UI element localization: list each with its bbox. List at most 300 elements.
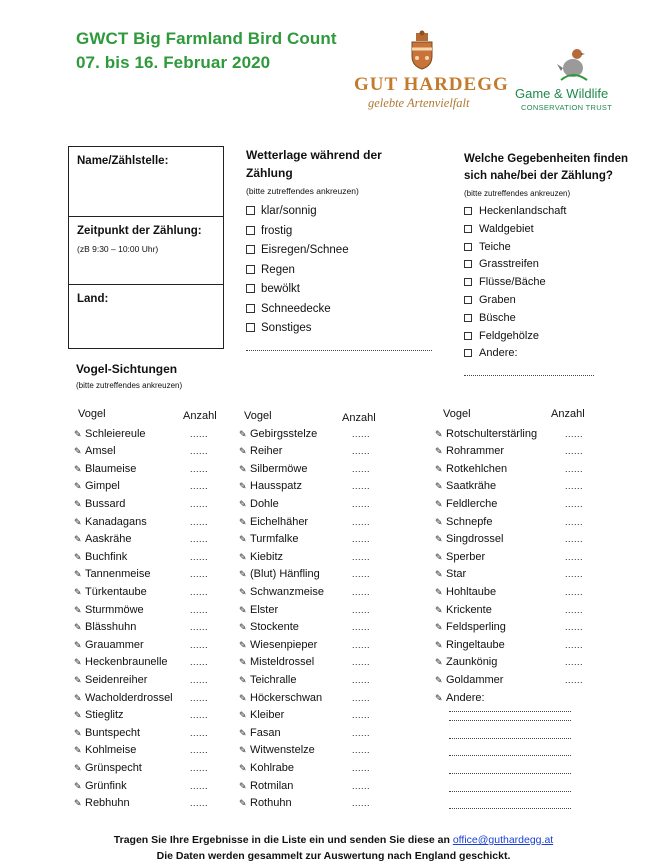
bird-name: Stockente: [250, 621, 299, 634]
habitat-option: [464, 203, 566, 221]
bird-row: [74, 461, 136, 479]
count-field[interactable]: ......: [352, 745, 371, 756]
pencil-icon: ✎: [74, 745, 82, 756]
bird-name: Kiebitz: [250, 550, 284, 563]
col3-vogel-header: Vogel: [443, 408, 471, 420]
weather-option: [246, 261, 349, 281]
country-field[interactable]: [69, 285, 223, 348]
bird-name: Reiher: [250, 445, 283, 458]
bird-name: Teichralle: [250, 673, 297, 686]
habitat-checkbox[interactable]: [464, 260, 472, 268]
pencil-icon: ✎: [239, 498, 247, 509]
count-field[interactable]: ......: [565, 569, 584, 580]
count-field[interactable]: ......: [352, 762, 371, 773]
bird-row: [239, 725, 281, 743]
weather-checkbox[interactable]: [246, 206, 255, 215]
bird-row: [74, 478, 120, 496]
weather-option-label: Eisregen/Schnee: [261, 244, 349, 256]
habitat-option: [464, 292, 566, 310]
other-bird-line[interactable]: [449, 719, 571, 721]
pencil-icon: ✎: [74, 639, 82, 650]
pencil-icon: ✎: [74, 463, 82, 474]
count-field[interactable]: ......: [352, 780, 371, 791]
col2-anzahl-header: Anzahl: [342, 412, 376, 424]
count-field[interactable]: ......: [352, 481, 371, 492]
weather-option-label: klar/sonnig: [261, 205, 317, 217]
count-field[interactable]: ......: [190, 622, 209, 633]
bird-row: [74, 496, 125, 514]
weather-options: [246, 202, 349, 339]
bird-row: [435, 566, 466, 584]
habitat-heading-1: Welche Gegebenheiten finden: [464, 153, 629, 165]
pencil-icon: ✎: [239, 780, 247, 791]
count-field[interactable]: ......: [352, 551, 371, 562]
col1-vogel-header: Vogel: [78, 408, 106, 420]
pencil-icon: ✎: [435, 657, 443, 668]
count-field[interactable]: ......: [190, 710, 209, 721]
bird-row: [74, 707, 124, 725]
bird-row: [74, 549, 127, 567]
bird-name: Silbermöwe: [250, 462, 308, 475]
sightings-heading: Vogel-Sichtungen: [76, 362, 178, 376]
bird-row: [74, 654, 168, 672]
weather-checkbox[interactable]: [246, 226, 255, 235]
bird-row: [435, 531, 503, 549]
bird-name: Star: [446, 568, 467, 581]
bird-row: [239, 672, 296, 690]
count-field[interactable]: ......: [352, 639, 371, 650]
count-field[interactable]: ......: [565, 674, 584, 685]
count-field[interactable]: ......: [190, 745, 209, 756]
pencil-icon: ✎: [74, 780, 82, 791]
other-bird-line[interactable]: [449, 737, 571, 739]
habitat-option-label: Teiche: [479, 240, 511, 253]
count-field[interactable]: ......: [565, 498, 584, 509]
count-field[interactable]: ......: [190, 481, 209, 492]
bird-row: [74, 725, 140, 743]
habitat-checkbox[interactable]: [464, 278, 472, 286]
col3-anzahl-header: Anzahl: [551, 408, 585, 420]
pencil-icon: ✎: [435, 692, 443, 703]
bird-name: Zaunkönig: [446, 656, 498, 669]
bird-name: Goldammer: [446, 673, 504, 686]
bird-name: Elster: [250, 603, 279, 616]
count-field[interactable]: ......: [190, 639, 209, 650]
bird-name: Schleiereule: [85, 427, 146, 440]
pencil-icon: ✎: [435, 428, 443, 439]
count-field[interactable]: ......: [565, 551, 584, 562]
pencil-icon: ✎: [435, 498, 443, 509]
count-field[interactable]: ......: [190, 657, 209, 668]
bird-name: Tannenmeise: [85, 568, 151, 581]
pencil-icon: ✎: [239, 516, 247, 527]
pencil-icon: ✎: [239, 674, 247, 685]
pencil-icon: ✎: [435, 569, 443, 580]
pencil-icon: ✎: [74, 657, 82, 668]
bird-row: [74, 778, 127, 796]
bird-name: Rotmilan: [250, 779, 294, 792]
pencil-icon: ✎: [435, 534, 443, 545]
pencil-icon: ✎: [239, 463, 247, 474]
footer-instruction: Tragen Sie Ihre Ergebnisse in die Liste ein und senden Sie diese an: [113, 834, 453, 846]
pencil-icon: ✎: [74, 622, 82, 633]
title-line-1: GWCT Big Farmland Bird Count: [76, 29, 337, 48]
bird-row: [435, 584, 496, 602]
weather-checkbox[interactable]: [246, 304, 255, 313]
weather-checkbox[interactable]: [246, 265, 255, 274]
other-bird-line[interactable]: [449, 772, 571, 774]
count-field[interactable]: ......: [565, 516, 584, 527]
pencil-icon: ✎: [239, 481, 247, 492]
pencil-icon: ✎: [435, 604, 443, 615]
count-field[interactable]: ......: [565, 586, 584, 597]
gut-hardegg-logo: [350, 30, 509, 120]
habitat-option-label: Grasstreifen: [479, 258, 539, 271]
pencil-icon: ✎: [435, 622, 443, 633]
habitat-checkbox[interactable]: [464, 207, 472, 215]
bird-row: [239, 443, 282, 461]
pencil-icon: ✎: [74, 798, 82, 809]
count-field[interactable]: ......: [352, 534, 371, 545]
habitat-hint: (bitte zutreffendes ankreuzen): [464, 189, 571, 198]
pencil-icon: ✎: [74, 481, 82, 492]
pencil-icon: ✎: [239, 586, 247, 597]
pencil-icon: ✎: [74, 551, 82, 562]
bird-name: Grünspecht: [85, 761, 142, 774]
bird-row: [435, 690, 485, 708]
bird-row: [74, 690, 173, 708]
footer-line-2: Die Daten werden gesammelt zur Auswertung nach England geschickt.: [156, 850, 511, 862]
time-field[interactable]: [69, 217, 223, 285]
count-field[interactable]: ......: [190, 692, 209, 703]
bird-row: [74, 584, 147, 602]
pencil-icon: ✎: [435, 516, 443, 527]
bird-row: [239, 514, 308, 532]
bird-row: [435, 443, 504, 461]
weather-option: [246, 202, 349, 222]
bird-row: [74, 443, 116, 461]
weather-other-line[interactable]: [246, 349, 432, 351]
count-field[interactable]: ......: [190, 446, 209, 457]
count-field[interactable]: ......: [190, 551, 209, 562]
bird-name: Kleiber: [250, 709, 285, 722]
habitat-checkbox[interactable]: [464, 296, 472, 304]
bird-row: [435, 654, 497, 672]
bird-row: [239, 496, 279, 514]
pencil-icon: ✎: [239, 534, 247, 545]
habitat-option-label: Andere:: [479, 347, 518, 360]
count-field[interactable]: ......: [190, 516, 209, 527]
weather-option: [246, 280, 349, 300]
pencil-icon: ✎: [239, 551, 247, 562]
count-field[interactable]: ......: [352, 463, 371, 474]
count-field[interactable]: ......: [565, 446, 584, 457]
bird-row: [435, 549, 485, 567]
weather-checkbox[interactable]: [246, 245, 255, 254]
bird-row: [74, 426, 146, 444]
other-bird-line[interactable]: [449, 790, 571, 792]
count-field[interactable]: ......: [352, 516, 371, 527]
pencil-icon: ✎: [435, 674, 443, 685]
bird-row: [435, 461, 507, 479]
bird-name: Andere:: [446, 691, 485, 704]
bird-name: Krickente: [446, 603, 492, 616]
pencil-icon: ✎: [435, 463, 443, 474]
bird-row: [239, 637, 317, 655]
bird-name: Ringeltaube: [446, 638, 505, 651]
bird-name: Blaumeise: [85, 462, 137, 475]
bird-name: Feldlerche: [446, 497, 498, 510]
pencil-icon: ✎: [74, 446, 82, 457]
col2-vogel-header: Vogel: [244, 410, 272, 422]
observer-info-box: [68, 146, 224, 349]
bird-row: [435, 478, 496, 496]
weather-checkbox[interactable]: [246, 323, 255, 332]
bird-name: Witwenstelze: [250, 744, 315, 757]
bird-name: Schwanzmeise: [250, 585, 324, 598]
bird-name: Dohle: [250, 497, 279, 510]
weather-option: [246, 319, 349, 339]
weather-option-label: bewölkt: [261, 283, 300, 295]
bird-row: [74, 760, 142, 778]
bird-row: [239, 654, 314, 672]
weather-hint: (bitte zutreffendes ankreuzen): [246, 186, 359, 196]
count-field[interactable]: ......: [190, 586, 209, 597]
bird-name: Blässhuhn: [85, 621, 137, 634]
bird-name: Amsel: [85, 445, 116, 458]
count-field[interactable]: ......: [190, 498, 209, 509]
bird-name: Gimpel: [85, 480, 120, 493]
pencil-icon: ✎: [74, 498, 82, 509]
count-field[interactable]: ......: [190, 727, 209, 738]
bird-row: [74, 637, 144, 655]
habitat-checkbox[interactable]: [464, 349, 472, 357]
pencil-icon: ✎: [239, 569, 247, 580]
title-line-2: 07. bis 16. Februar 2020: [76, 53, 271, 72]
habitat-heading-2: sich nahe/bei der Zählung?: [464, 170, 613, 182]
bird-row: [239, 778, 293, 796]
count-field[interactable]: ......: [352, 569, 371, 580]
count-field[interactable]: ......: [190, 428, 209, 439]
pencil-icon: ✎: [239, 622, 247, 633]
bird-name: Feldsperling: [446, 621, 506, 634]
habitat-option-label: Waldgebiet: [479, 222, 534, 235]
habitat-option: [464, 221, 566, 239]
weather-option: [246, 241, 349, 261]
bird-row: [74, 742, 136, 760]
gwct-logo: [515, 40, 625, 120]
other-bird-line[interactable]: [449, 754, 571, 756]
count-field[interactable]: ......: [352, 674, 371, 685]
bird-name: Wiesenpieper: [250, 638, 318, 651]
name-field[interactable]: [69, 147, 223, 217]
bird-row: [239, 760, 294, 778]
count-field[interactable]: ......: [190, 798, 209, 809]
gwct-subtitle: CONSERVATION TRUST: [521, 103, 613, 112]
bird-name: Seidenreiher: [85, 673, 148, 686]
bird-name: Heckenbraunelle: [85, 656, 168, 669]
count-field[interactable]: ......: [352, 727, 371, 738]
habitat-option: [464, 274, 566, 292]
hardegg-name: GUT HARDEGG: [354, 74, 509, 95]
count-field[interactable]: ......: [190, 780, 209, 791]
pencil-icon: ✎: [239, 657, 247, 668]
bird-name: Rotkehlchen: [446, 462, 508, 475]
count-field[interactable]: ......: [190, 604, 209, 615]
bird-row: [435, 672, 503, 690]
bird-row: [239, 707, 284, 725]
bird-name: Kohlmeise: [85, 744, 137, 757]
habitat-options: [464, 203, 566, 363]
bird-name: Wacholderdrossel: [85, 691, 173, 704]
habitat-option: [464, 256, 566, 274]
bird-row: [74, 566, 150, 584]
count-field[interactable]: ......: [352, 586, 371, 597]
bird-name: Grünfink: [85, 779, 127, 792]
bird-row: [239, 549, 283, 567]
pencil-icon: ✎: [239, 745, 247, 756]
habitat-option-label: Flüsse/Bäche: [479, 276, 546, 289]
pencil-icon: ✎: [239, 727, 247, 738]
weather-option: [246, 300, 349, 320]
country-label: Land:: [77, 293, 109, 305]
partridge-icon: [555, 40, 589, 84]
count-field[interactable]: ......: [352, 428, 371, 439]
count-field[interactable]: ......: [352, 657, 371, 668]
bird-name: (Blut) Hänfling: [250, 568, 320, 581]
weather-option-label: Schneedecke: [261, 302, 331, 315]
count-field[interactable]: ......: [565, 639, 584, 650]
count-field[interactable]: ......: [190, 534, 209, 545]
count-field[interactable]: ......: [352, 710, 371, 721]
habitat-option-label: Heckenlandschaft: [479, 205, 567, 217]
email-link[interactable]: office@guthardegg.at: [452, 834, 554, 846]
bird-row: [239, 461, 307, 479]
count-field[interactable]: ......: [565, 657, 584, 668]
bird-row: [435, 602, 492, 620]
bird-name: Aaskrähe: [85, 533, 132, 546]
weather-checkbox[interactable]: [246, 284, 255, 293]
pencil-icon: ✎: [74, 604, 82, 615]
bird-row: [74, 619, 136, 637]
pencil-icon: ✎: [74, 674, 82, 685]
count-field[interactable]: ......: [565, 534, 584, 545]
bird-row: [239, 690, 322, 708]
count-field[interactable]: ......: [190, 762, 209, 773]
count-field[interactable]: ......: [190, 463, 209, 474]
pencil-icon: ✎: [435, 639, 443, 650]
bird-row: [435, 426, 537, 444]
habitat-option: [464, 345, 566, 363]
bird-name: Fasan: [250, 726, 281, 739]
bird-name: Sturmmöwe: [85, 603, 144, 616]
bird-name: Rotschulterstärling: [446, 427, 538, 440]
count-field[interactable]: ......: [565, 463, 584, 474]
bird-name: Bussard: [85, 497, 126, 510]
weather-option-label: Sonstiges: [261, 322, 312, 334]
count-field[interactable]: ......: [565, 481, 584, 492]
bird-row: [239, 426, 317, 444]
pencil-icon: ✎: [74, 762, 82, 773]
pencil-icon: ✎: [74, 710, 82, 721]
bird-name: Grauammer: [85, 638, 144, 651]
pencil-icon: ✎: [239, 639, 247, 650]
pencil-icon: ✎: [239, 604, 247, 615]
pencil-icon: ✎: [239, 798, 247, 809]
count-field[interactable]: ......: [352, 446, 371, 457]
count-field[interactable]: ......: [190, 569, 209, 580]
count-field[interactable]: ......: [565, 428, 584, 439]
sightings-hint: (bitte zutreffendes ankreuzen): [76, 381, 183, 390]
weather-option-label: frostig: [261, 224, 293, 237]
gwct-name: Game & Wildlife: [515, 86, 609, 101]
count-field[interactable]: ......: [352, 622, 371, 633]
pencil-icon: ✎: [435, 551, 443, 562]
count-field[interactable]: ......: [352, 498, 371, 509]
pencil-icon: ✎: [239, 446, 247, 457]
bird-name: Sperber: [446, 550, 486, 563]
other-bird-line[interactable]: [449, 710, 571, 712]
count-field[interactable]: ......: [190, 674, 209, 685]
bird-row: [239, 531, 299, 549]
habitat-other-line[interactable]: [464, 374, 594, 376]
count-field[interactable]: ......: [352, 604, 371, 615]
habitat-checkbox[interactable]: [464, 332, 472, 340]
crest-icon: [408, 30, 436, 70]
habitat-option-label: Büsche: [479, 311, 516, 324]
weather-heading-2: Zählung: [246, 166, 293, 180]
habitat-option-label: Feldgehölze: [479, 329, 539, 342]
bird-name: Eichelhäher: [250, 515, 309, 528]
pencil-icon: ✎: [74, 586, 82, 597]
bird-row: [239, 742, 315, 760]
bird-row: [239, 602, 278, 620]
bird-name: Schnepfe: [446, 515, 493, 528]
bird-row: [239, 619, 299, 637]
weather-option: [246, 222, 349, 242]
habitat-checkbox[interactable]: [464, 314, 472, 322]
bird-name: Türkentaube: [85, 585, 147, 598]
bird-name: Höckerschwan: [250, 691, 323, 704]
count-field[interactable]: ......: [352, 798, 371, 809]
bird-name: Kohlrabe: [250, 761, 295, 774]
bird-row: [74, 672, 147, 690]
habitat-checkbox[interactable]: [464, 225, 472, 233]
bird-name: Buntspecht: [85, 726, 141, 739]
hardegg-tagline: gelebte Artenvielfalt: [368, 96, 470, 110]
habitat-checkbox[interactable]: [464, 243, 472, 251]
weather-option-label: Regen: [261, 263, 295, 276]
pencil-icon: ✎: [74, 727, 82, 738]
count-field[interactable]: ......: [352, 692, 371, 703]
pencil-icon: ✎: [239, 762, 247, 773]
bird-name: Turmfalke: [250, 533, 299, 546]
bird-name: Saatkrähe: [446, 480, 497, 493]
bird-name: Misteldrossel: [250, 656, 315, 669]
pencil-icon: ✎: [74, 692, 82, 703]
bird-name: Hausspatz: [250, 480, 302, 493]
count-field[interactable]: ......: [565, 604, 584, 615]
bird-row: [74, 795, 130, 813]
pencil-icon: ✎: [239, 710, 247, 721]
pencil-icon: ✎: [435, 481, 443, 492]
count-field[interactable]: ......: [565, 622, 584, 633]
bird-row: [74, 514, 147, 532]
other-bird-line[interactable]: [449, 807, 571, 809]
bird-row: [435, 514, 492, 532]
pencil-icon: ✎: [239, 692, 247, 703]
time-hint: (zB 9:30 – 10:00 Uhr): [77, 244, 159, 254]
